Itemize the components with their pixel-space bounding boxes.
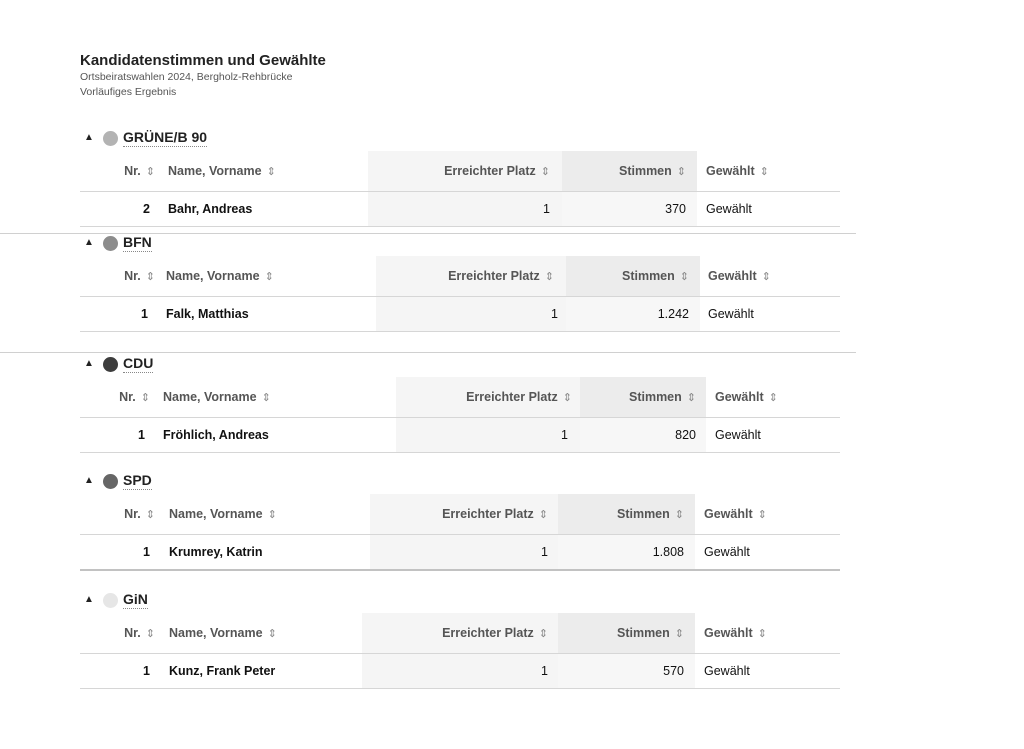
- col-name-header[interactable]: Name, Vorname ⇕: [163, 390, 271, 404]
- cell-gewaehlt: Gewählt: [715, 428, 761, 442]
- party-header[interactable]: [80, 589, 840, 613]
- col-platz-header[interactable]: Erreichter Platz ⇕: [368, 151, 562, 191]
- cell-name: Bahr, Andreas: [168, 202, 253, 216]
- sort-icon[interactable]: ⇕: [686, 391, 696, 404]
- cell-gewaehlt: Gewählt: [704, 545, 750, 559]
- cell-gewaehlt: Gewählt: [708, 307, 754, 321]
- party-color-dot: [103, 131, 118, 146]
- party-group-spd: [80, 470, 840, 571]
- page-subtitle: Ortsbeiratswahlen 2024, Bergholz-Rehbrücke: [80, 71, 293, 83]
- sort-icon[interactable]: ⇕: [757, 508, 767, 521]
- cell-platz: 1: [362, 654, 558, 688]
- col-gewaehlt-header[interactable]: Gewählt ⇕: [715, 390, 778, 404]
- sort-icon[interactable]: ⇕: [145, 270, 155, 283]
- party-name[interactable]: GRÜNE/B 90: [123, 129, 208, 145]
- sort-icon[interactable]: ⇕: [266, 165, 276, 178]
- cell-platz: 1: [396, 418, 580, 452]
- cell-platz: 1: [376, 297, 566, 331]
- party-name[interactable]: GiN: [123, 591, 148, 607]
- col-platz-header[interactable]: Erreichter Platz ⇕: [362, 613, 558, 653]
- party-color-dot: [103, 593, 118, 608]
- result-status: Vorläufiges Ergebnis: [80, 86, 177, 98]
- col-name-header[interactable]: Name, Vorname ⇕: [169, 626, 277, 640]
- col-nr-header[interactable]: Nr. ⇕: [124, 626, 155, 640]
- col-gewaehlt-header[interactable]: Gewählt ⇕: [704, 626, 767, 640]
- table-row: [80, 654, 840, 689]
- col-name-header[interactable]: Name, Vorname ⇕: [168, 164, 276, 178]
- col-stimmen-header[interactable]: Stimmen ⇕: [558, 613, 695, 653]
- sort-icon[interactable]: ⇕: [261, 391, 271, 404]
- party-name[interactable]: BFN: [123, 234, 152, 250]
- col-nr-header[interactable]: Nr. ⇕: [119, 390, 150, 404]
- sort-icon[interactable]: ⇕: [562, 391, 572, 404]
- party-group-gruene: [80, 127, 840, 227]
- sort-icon[interactable]: ⇕: [759, 165, 769, 178]
- col-gewaehlt-header[interactable]: Gewählt ⇕: [706, 164, 769, 178]
- col-name-header[interactable]: Name, Vorname ⇕: [169, 507, 277, 521]
- sort-icon[interactable]: ⇕: [264, 270, 274, 283]
- cell-stimmen: 570: [558, 654, 695, 688]
- col-nr-header[interactable]: Nr. ⇕: [124, 507, 155, 521]
- cell-platz: 1: [368, 192, 562, 226]
- col-platz-header[interactable]: Erreichter Platz ⇕: [396, 377, 580, 417]
- party-name[interactable]: CDU: [123, 355, 154, 371]
- table-header-row: [80, 494, 840, 535]
- sort-icon[interactable]: ⇕: [679, 270, 689, 283]
- sort-icon[interactable]: ⇕: [140, 391, 150, 404]
- cell-stimmen: 1.808: [558, 535, 695, 569]
- cell-nr: 1: [141, 307, 148, 321]
- cell-stimmen: 1.242: [566, 297, 700, 331]
- table-row: [80, 297, 840, 332]
- cell-stimmen: 820: [580, 418, 706, 452]
- sort-icon[interactable]: ⇕: [757, 627, 767, 640]
- sort-icon[interactable]: ⇕: [538, 508, 548, 521]
- cell-nr: 1: [143, 545, 150, 559]
- col-stimmen-header[interactable]: Stimmen ⇕: [580, 377, 706, 417]
- col-name-header[interactable]: Name, Vorname ⇕: [166, 269, 274, 283]
- collapse-triangle-icon[interactable]: ▲: [84, 237, 94, 248]
- table-row: [80, 535, 840, 571]
- sort-icon[interactable]: ⇕: [540, 165, 550, 178]
- sort-icon[interactable]: ⇕: [145, 165, 155, 178]
- cell-name: Fröhlich, Andreas: [163, 428, 269, 442]
- page-title: Kandidatenstimmen und Gewählte: [80, 52, 326, 69]
- table-header-row: [80, 256, 840, 297]
- sort-icon[interactable]: ⇕: [267, 508, 277, 521]
- collapse-triangle-icon[interactable]: ▲: [84, 132, 94, 143]
- sort-icon[interactable]: ⇕: [538, 627, 548, 640]
- sort-icon[interactable]: ⇕: [544, 270, 554, 283]
- col-platz-header[interactable]: Erreichter Platz ⇕: [376, 256, 566, 296]
- col-nr-header[interactable]: Nr. ⇕: [124, 269, 155, 283]
- table-row: [80, 192, 840, 227]
- table-header-row: [80, 151, 840, 192]
- sort-icon[interactable]: ⇕: [145, 627, 155, 640]
- col-stimmen-header[interactable]: Stimmen ⇕: [562, 151, 697, 191]
- sort-icon[interactable]: ⇕: [267, 627, 277, 640]
- col-gewaehlt-header[interactable]: Gewählt ⇕: [708, 269, 771, 283]
- party-header[interactable]: [80, 127, 840, 151]
- table-row: [80, 418, 840, 453]
- table-header-row: [80, 377, 840, 418]
- cell-name: Kunz, Frank Peter: [169, 664, 276, 678]
- party-header[interactable]: [80, 470, 840, 494]
- collapse-triangle-icon[interactable]: ▲: [84, 358, 94, 369]
- party-color-dot: [103, 236, 118, 251]
- cell-name: Krumrey, Katrin: [169, 545, 263, 559]
- cell-stimmen: 370: [562, 192, 697, 226]
- cell-platz: 1: [370, 535, 558, 569]
- party-group-cdu: [80, 353, 840, 453]
- table-header-row: [80, 613, 840, 654]
- party-header[interactable]: [80, 353, 840, 377]
- sort-icon[interactable]: ⇕: [768, 391, 778, 404]
- page-header: [80, 52, 326, 100]
- cell-nr: 1: [138, 428, 145, 442]
- col-platz-header[interactable]: Erreichter Platz ⇕: [370, 494, 558, 534]
- cell-gewaehlt: Gewählt: [704, 664, 750, 678]
- party-header[interactable]: [80, 232, 840, 256]
- party-name[interactable]: SPD: [123, 472, 152, 488]
- sort-icon[interactable]: ⇕: [145, 508, 155, 521]
- sort-icon[interactable]: ⇕: [761, 270, 771, 283]
- col-stimmen-header[interactable]: Stimmen ⇕: [566, 256, 700, 296]
- party-group-bfn: [80, 232, 840, 332]
- party-color-dot: [103, 357, 118, 372]
- collapse-triangle-icon[interactable]: ▲: [84, 594, 94, 605]
- col-stimmen-header[interactable]: Stimmen ⇕: [558, 494, 695, 534]
- sort-icon[interactable]: ⇕: [674, 508, 684, 521]
- party-color-dot: [103, 474, 118, 489]
- collapse-triangle-icon[interactable]: ▲: [84, 475, 94, 486]
- col-gewaehlt-header[interactable]: Gewählt ⇕: [704, 507, 767, 521]
- col-nr-header[interactable]: Nr. ⇕: [124, 164, 155, 178]
- cell-gewaehlt: Gewählt: [706, 202, 752, 216]
- cell-nr: 2: [143, 202, 150, 216]
- cell-nr: 1: [143, 664, 150, 678]
- party-group-gin: [80, 589, 840, 689]
- cell-name: Falk, Matthias: [166, 307, 249, 321]
- sort-icon[interactable]: ⇕: [676, 165, 686, 178]
- sort-icon[interactable]: ⇕: [674, 627, 684, 640]
